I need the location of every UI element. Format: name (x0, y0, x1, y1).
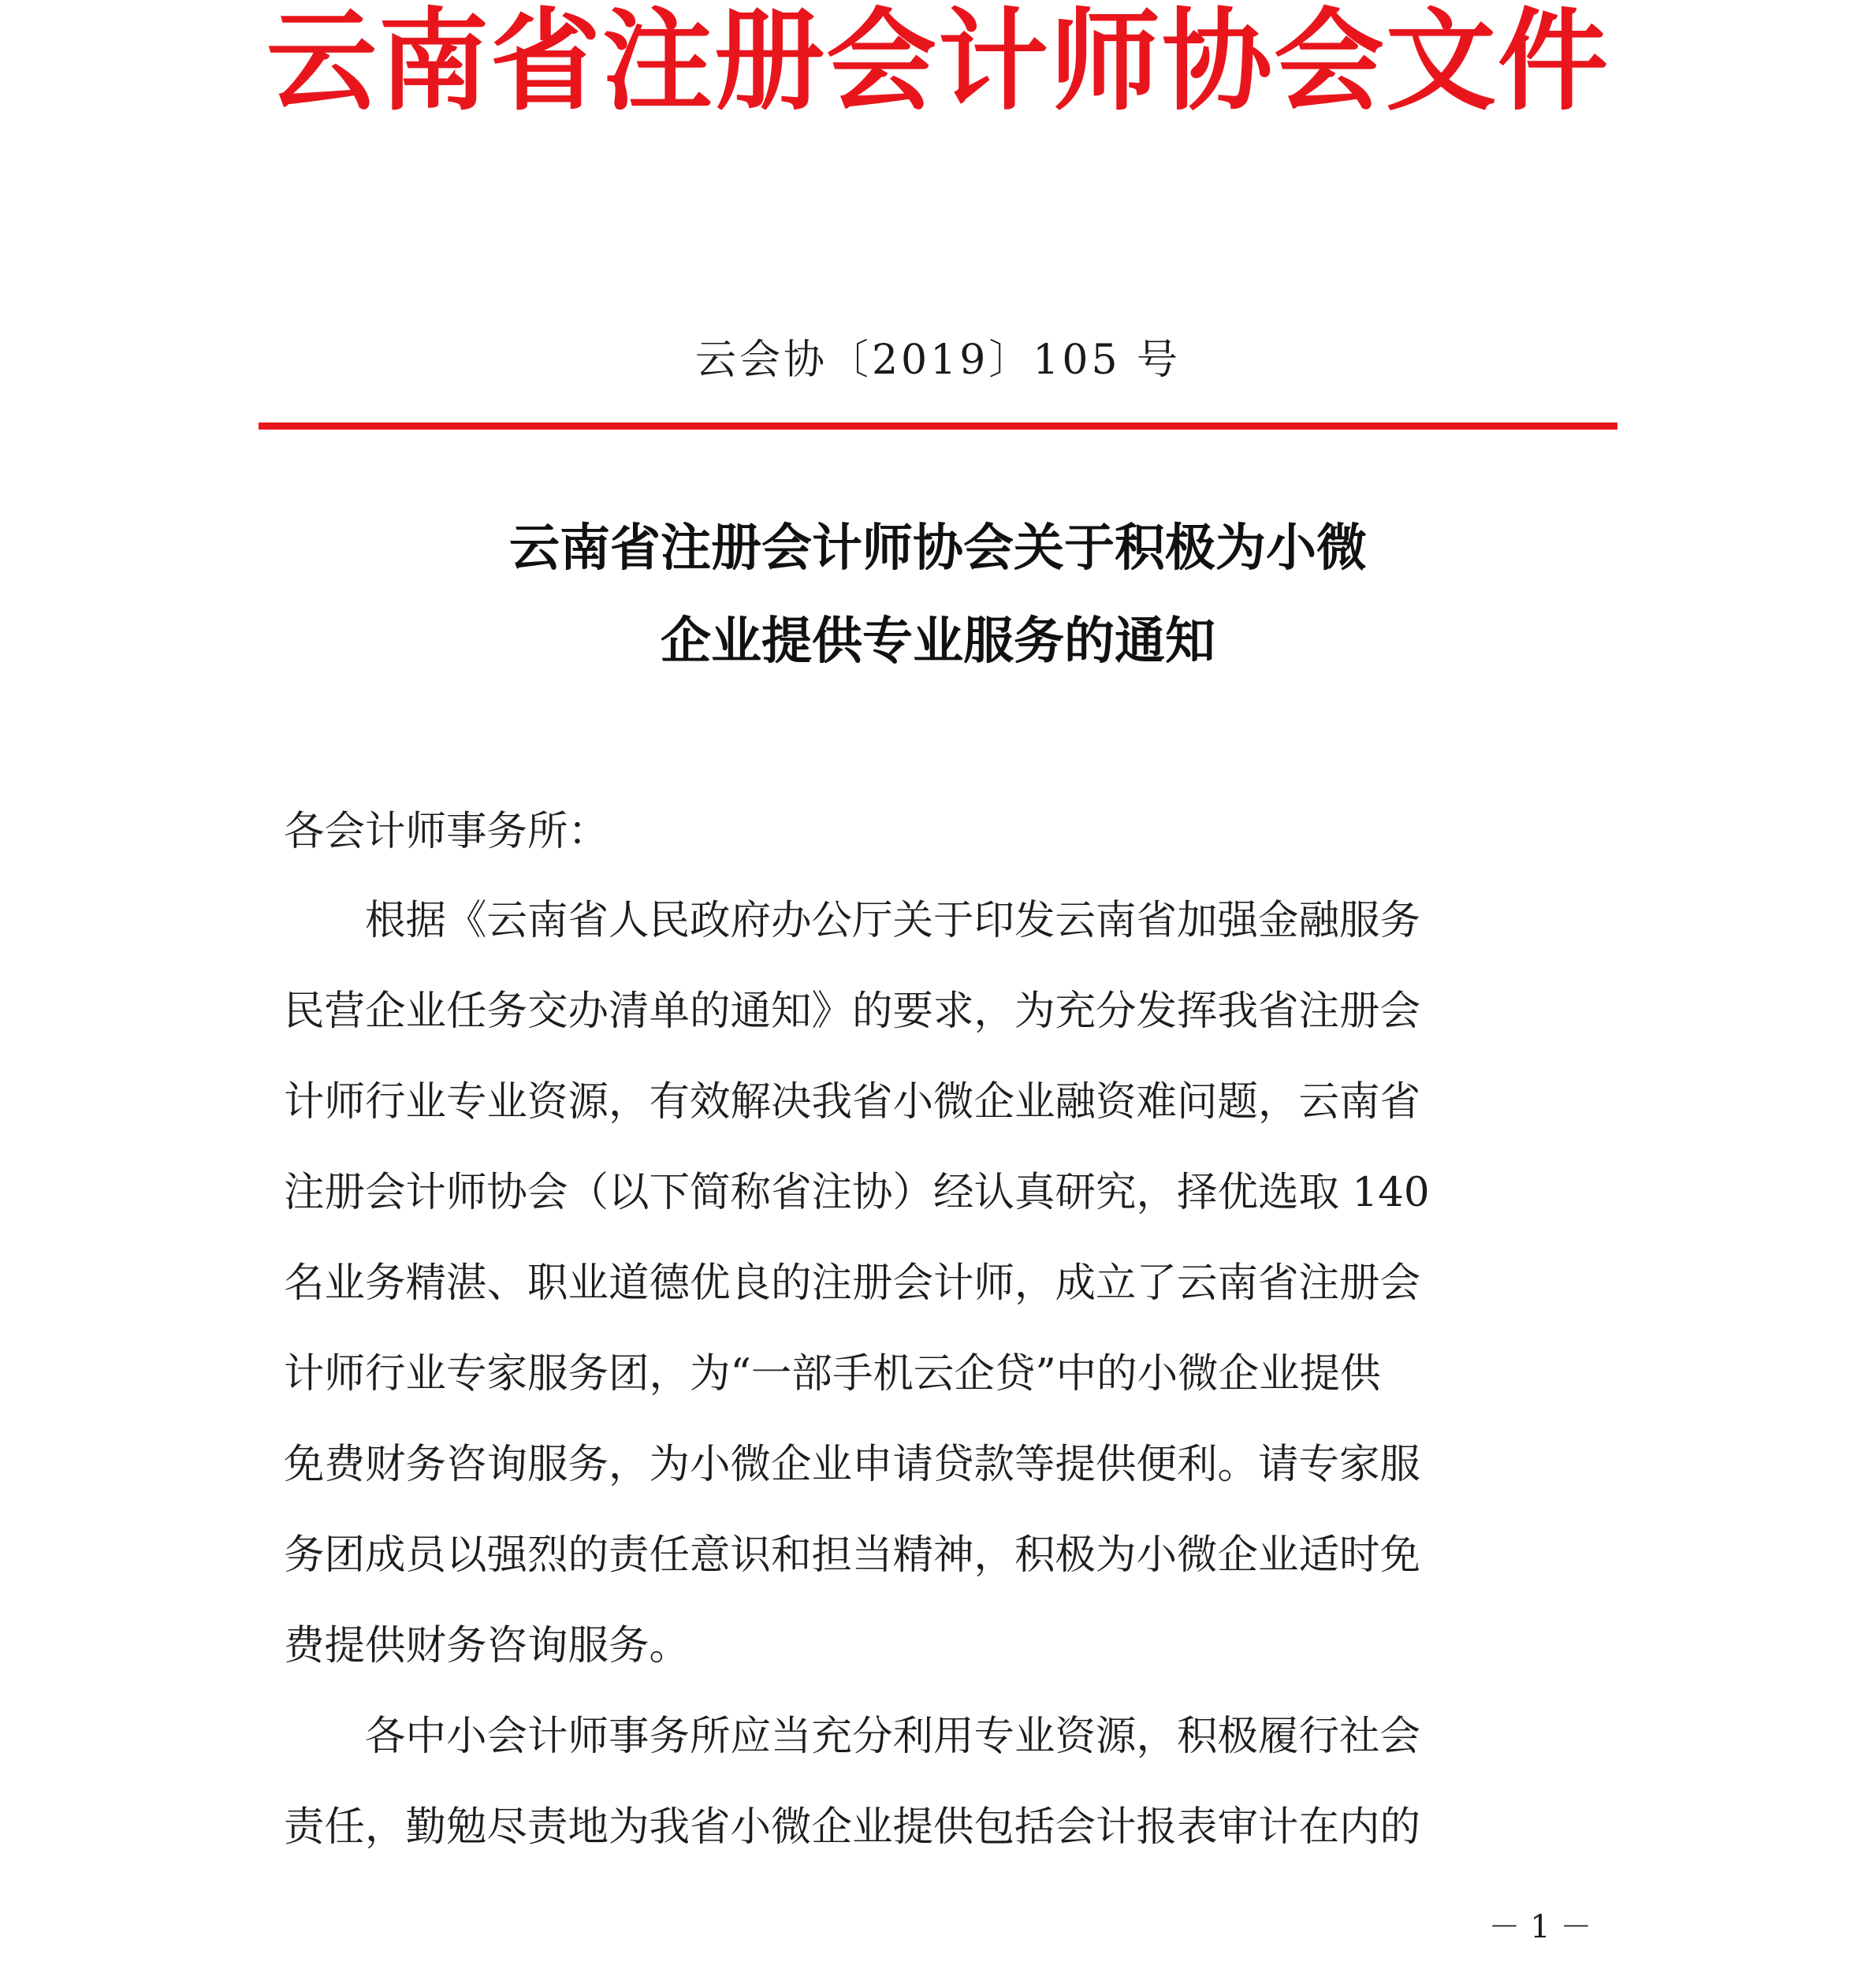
body-line: 责任，勤勉尽责地为我省小微企业提供包括会计报表审计在内的 (284, 1803, 1421, 1851)
notice-title-line-2: 企业提供专业服务的通知 (661, 612, 1215, 671)
body-line: 注册会计师协会（以下简称省注协）经认真研究，择优选取 140 (284, 1169, 1430, 1216)
masthead-title: 云南省注册会计师协会文件 (266, 0, 1610, 126)
page-number: － 1 － (1488, 1909, 1592, 1945)
notice-title-line-1: 云南省注册会计师协会关于积极为小微 (509, 519, 1367, 578)
body-line: 费提供财务咨询服务。 (284, 1622, 690, 1669)
body-line: 计师行业专家服务团，为“一部手机云企贷”中的小微企业提供 (284, 1350, 1381, 1398)
body-line: 免费财务咨询服务，为小微企业申请贷款等提供便利。请专家服 (284, 1441, 1421, 1488)
body-line: 各中小会计师事务所应当充分利用专业资源，积极履行社会 (284, 1713, 1421, 1760)
salutation: 各会计师事务所： (284, 808, 609, 855)
body-line: 民营企业任务交办清单的通知》的要求，为充分发挥我省注册会 (284, 988, 1421, 1035)
body-line: 务团成员以强烈的责任意识和担当精神，积极为小微企业适时免 (284, 1532, 1421, 1579)
document-number: 云会协〔2019〕105 号 (694, 337, 1182, 384)
body-line: 根据《云南省人民政府办公厅关于印发云南省加强金融服务 (284, 897, 1421, 944)
body-line: 名业务精湛、职业道德优良的注册会计师，成立了云南省注册会 (284, 1260, 1421, 1307)
red-divider-line (259, 422, 1617, 430)
body-line: 计师行业专业资源，有效解决我省小微企业融资难问题，云南省 (284, 1078, 1421, 1126)
